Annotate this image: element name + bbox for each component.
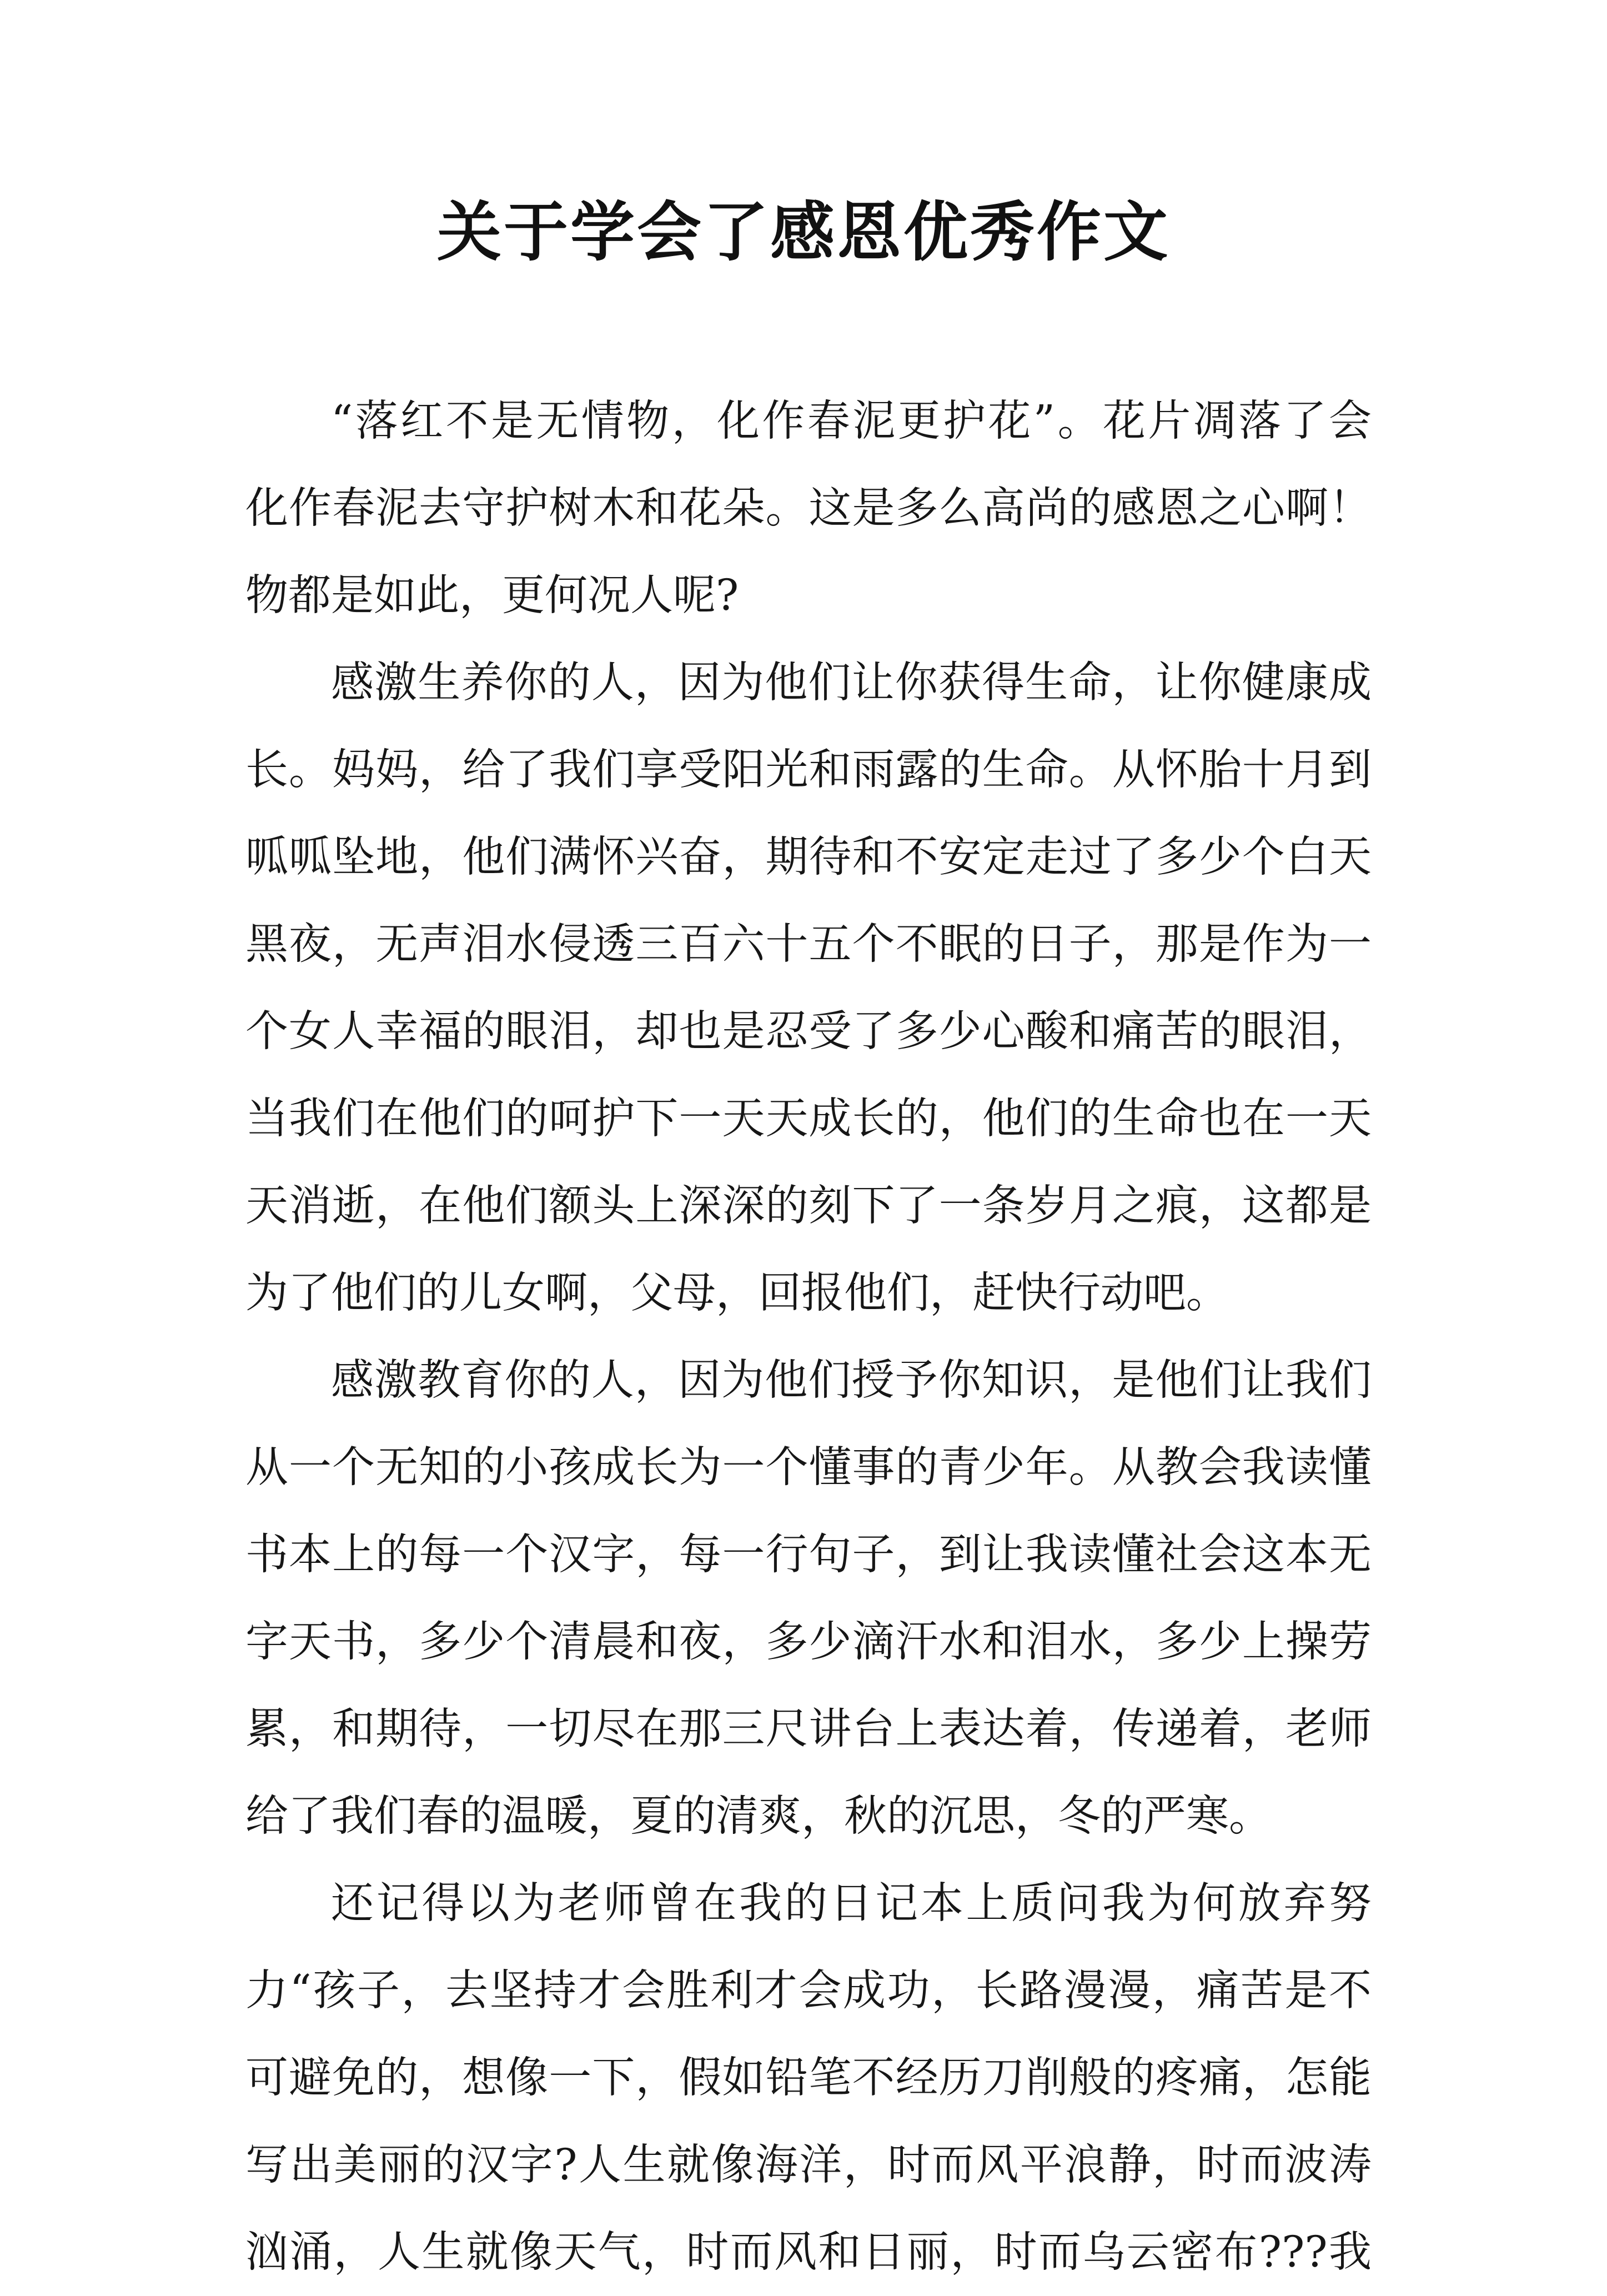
text-line: 个女人幸福的眼泪，却也是忍受了多少心酸和痛苦的眼泪， [245,1007,1372,1056]
text-line: 感激教育你的人，因为他们授予你知识，是他们让我们 [331,1356,1372,1405]
text-line: 感激生养你的人，因为他们让你获得生命，让你健康成 [331,658,1372,708]
text-line: 天消逝，在他们额头上深深的刻下了一条岁月之痕，这都是 [245,1181,1372,1231]
text-line: 从一个无知的小孩成长为一个懂事的青少年。从教会我读懂 [245,1443,1372,1492]
text-line: 物都是如此，更何况人呢? [245,571,739,620]
text-line: 当我们在他们的呵护下一天天成长的，他们的生命也在一天 [245,1094,1372,1144]
text-line: 化作春泥去守护树木和花朵。这是多么高尚的感恩之心啊！ [245,484,1372,533]
text-line: 累，和期待，一切尽在那三尺讲台上表达着，传递着，老师 [245,1705,1372,1754]
text-line: 字天书，多少个清晨和夜，多少滴汗水和泪水，多少上操劳 [245,1617,1372,1667]
text-line: 黑夜，无声泪水侵透三百六十五个不眠的日子，那是作为一 [245,920,1372,969]
text-line: 呱呱坠地，他们满怀兴奋，期待和不安定走过了多少个白天 [245,833,1372,882]
text-line: 力“孩子，去坚持才会胜利才会成功，长路漫漫，痛苦是不 [245,1966,1372,2016]
text-line: 写出美丽的汉字?人生就像海洋，时而风平浪静，时而波涛 [245,2140,1372,2190]
text-line: 长。妈妈，给了我们享受阳光和雨露的生命。从怀胎十月到 [245,745,1372,795]
page-title: 关于学会了感恩优秀作文 [437,194,1170,270]
text-line: “落红不是无情物，化作春泥更护花”。花片凋落了会 [331,397,1372,446]
text-line: 为了他们的儿女啊，父母，回报他们，赶快行动吧。 [245,1269,1229,1318]
text-line: 还记得以为老师曾在我的日记本上质问我为何放弃努 [331,1879,1372,1928]
text-line: 可避免的，想像一下，假如铅笔不经历刀削般的疼痛，怎能 [245,2053,1372,2103]
essay-body [245,378,1372,2296]
text-line: 给了我们春的温暖，夏的清爽，秋的沉思，冬的严寒。 [245,1792,1272,1841]
text-line: 汹涌，人生就像天气，时而风和日丽，时而乌云密布???我 [245,2228,1372,2277]
text-line: 书本上的每一个汉字，每一行句子，到让我读懂社会这本无 [245,1530,1372,1580]
